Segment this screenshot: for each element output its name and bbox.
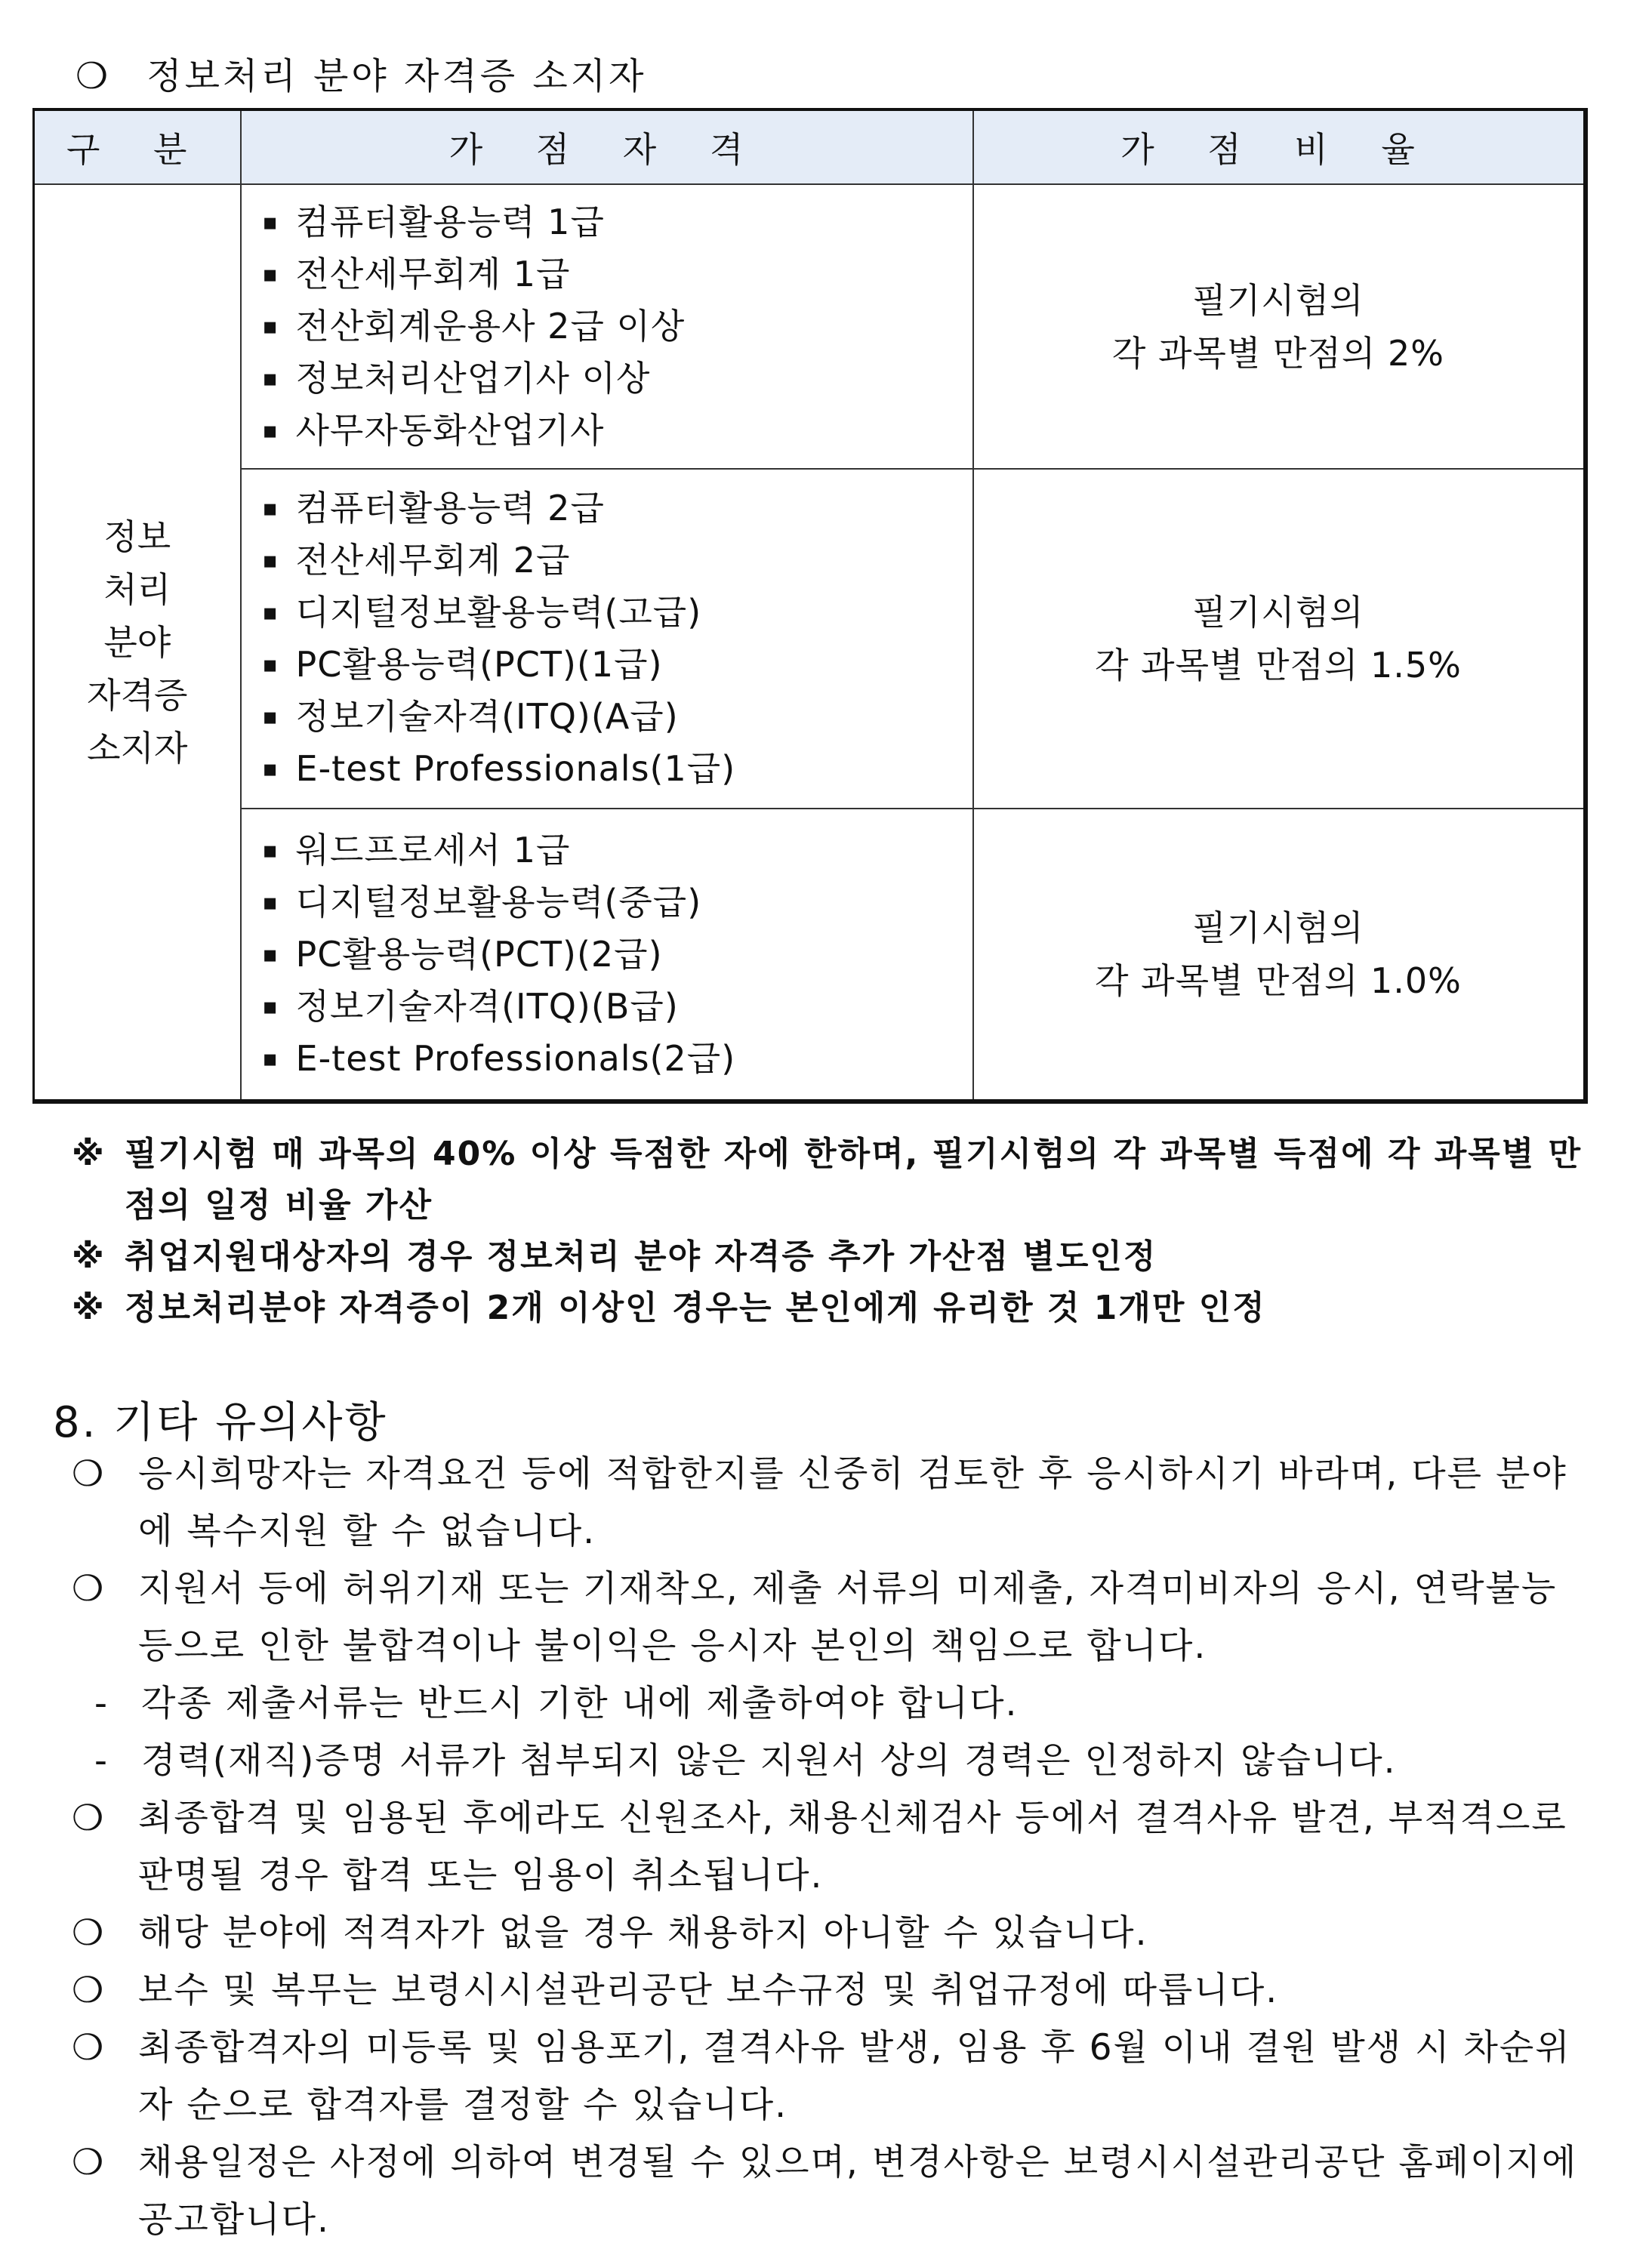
rate-cell: 필기시험의 각 과목별 만점의 1.0%	[973, 809, 1586, 1101]
notice-list	[72, 1446, 1597, 2249]
notice-subtext: 각종 제출서류는 반드시 기한 내에 제출하여야 합니다.	[141, 1683, 1019, 1724]
note-item	[72, 1231, 1589, 1283]
notice-item	[72, 1962, 1597, 2019]
notice-item	[72, 2134, 1597, 2249]
circle-bullet-icon: ❍	[72, 2142, 106, 2183]
header-category: 구 분	[34, 109, 241, 184]
intro-heading-text: 정보처리 분야 자격증 소지자	[146, 55, 647, 97]
table-row	[34, 469, 1586, 809]
list-item: ▪ PC활용능력(PCT)(1급)	[263, 639, 972, 691]
table-notes	[72, 1129, 1589, 1334]
notice-item	[72, 1560, 1597, 1675]
qualification-list-cell	[241, 469, 973, 809]
rate-cell: 필기시험의 각 과목별 만점의 2%	[973, 184, 1586, 469]
note-text: 취업지원대상자의 경우 정보처리 분야 자격증 추가 가산점 별도인정	[125, 1237, 1157, 1276]
certificate-bonus-table	[32, 108, 1588, 1104]
notice-subitem	[94, 1733, 1597, 1790]
notice-text: 최종합격자의 미등록 및 임용포기, 결격사유 발생, 임용 후 6월 이내 결원 발생 시 차순위자 순으로 합격자를 결정할 수 있습니다.	[138, 2027, 1571, 2126]
note-item	[72, 1283, 1589, 1334]
header-rate: 가 점 비 율	[973, 109, 1586, 184]
list-item: ▪ 전산세무회계 2급	[263, 535, 972, 587]
list-item: ▪ E-test Professionals(1급)	[263, 743, 972, 795]
notice-text: 최종합격 및 임용된 후에라도 신원조사, 채용신체검사 등에서 결격사유 발견, 부적격으로 판명될 경우 합격 또는 임용이 취소됩니다.	[138, 1798, 1567, 1896]
list-item: ▪ 컴퓨터활용능력 1급	[263, 196, 972, 248]
notice-text: 채용일정은 사정에 의하여 변경될 수 있으며, 변경사항은 보령시시설관리공단 홈페이지에 공고합니다.	[138, 2142, 1578, 2241]
list-item: ▪ 정보처리산업기사 이상	[263, 353, 972, 405]
note-item	[72, 1129, 1589, 1231]
circle-bullet-icon: ❍	[72, 2027, 106, 2069]
list-item: ▪ 디지털정보활용능력(고급)	[263, 587, 972, 639]
list-item: ▪ 디지털정보활용능력(중급)	[263, 876, 972, 929]
table-row	[34, 809, 1586, 1101]
reference-mark-icon: ※	[72, 1135, 106, 1173]
table-header-row	[34, 109, 1586, 184]
note-text: 정보처리분야 자격증이 2개 이상인 경우는 본인에게 유리한 것 1개만 인정	[125, 1289, 1266, 1327]
dash-bullet-icon: -	[94, 1740, 109, 1782]
notice-subtext: 경력(재직)증명 서류가 첨부되지 않은 지원서 상의 경력은 인정하지 않습니다.	[141, 1740, 1397, 1782]
circle-bullet-icon: ❍	[72, 1798, 106, 1839]
list-item: ▪ PC활용능력(PCT)(2급)	[263, 929, 972, 981]
circle-bullet-icon: ❍	[72, 1912, 106, 1954]
category-cell: 정보 처리 분야 자격증 소지자	[34, 184, 241, 1101]
table-row	[34, 184, 1586, 469]
rate-cell: 필기시험의 각 과목별 만점의 1.5%	[973, 469, 1586, 809]
list-item: ▪ 컴퓨터활용능력 2급	[263, 482, 972, 535]
note-text: 필기시험 매 과목의 40% 이상 득점한 자에 한하며, 필기시험의 각 과목별 득점에 각 과목별 만점의 일정 비율 가산	[125, 1135, 1583, 1225]
notice-item	[72, 2019, 1597, 2134]
intro-heading	[76, 47, 647, 99]
circle-bullet-icon: ❍	[76, 55, 112, 97]
notice-item	[72, 1790, 1597, 1905]
header-qualification: 가 점 자 격	[241, 109, 973, 184]
section-8-title: 8. 기타 유의사항	[53, 1398, 388, 1447]
reference-mark-icon: ※	[72, 1289, 106, 1327]
list-item: ▪ 전산세무회계 1급	[263, 248, 972, 300]
notice-text: 보수 및 복무는 보령시시설관리공단 보수규정 및 취업규정에 따릅니다.	[138, 1970, 1279, 2011]
notice-text: 응시희망자는 자격요건 등에 적합한지를 신중히 검토한 후 응시하시기 바라며, 다른 분야에 복수지원 할 수 없습니다.	[138, 1453, 1567, 1552]
list-item: ▪ 전산회계운용사 2급 이상	[263, 300, 972, 353]
circle-bullet-icon: ❍	[72, 1568, 106, 1610]
circle-bullet-icon: ❍	[72, 1453, 106, 1495]
notice-item	[72, 1905, 1597, 1962]
notice-item	[72, 1446, 1597, 1560]
reference-mark-icon: ※	[72, 1237, 106, 1276]
list-item: ▪ 정보기술자격(ITQ)(B급)	[263, 981, 972, 1033]
qualification-list-cell	[241, 809, 973, 1101]
qualification-list-cell	[241, 184, 973, 469]
notice-text: 해당 분야에 적격자가 없을 경우 채용하지 아니할 수 있습니다.	[138, 1912, 1148, 1954]
circle-bullet-icon: ❍	[72, 1970, 106, 2011]
dash-bullet-icon: -	[94, 1683, 109, 1724]
list-item: ▪ 정보기술자격(ITQ)(A급)	[263, 691, 972, 743]
list-item: ▪ 사무자동화산업기사	[263, 405, 972, 457]
list-item: ▪ E-test Professionals(2급)	[263, 1033, 972, 1085]
list-item: ▪ 워드프로세서 1급	[263, 824, 972, 876]
notice-text: 지원서 등에 허위기재 또는 기재착오, 제출 서류의 미제출, 자격미비자의 응시, 연락불능 등으로 인한 불합격이나 불이익은 응시자 본인의 책임으로 합니다.	[138, 1568, 1558, 1667]
notice-subitem	[94, 1675, 1597, 1733]
